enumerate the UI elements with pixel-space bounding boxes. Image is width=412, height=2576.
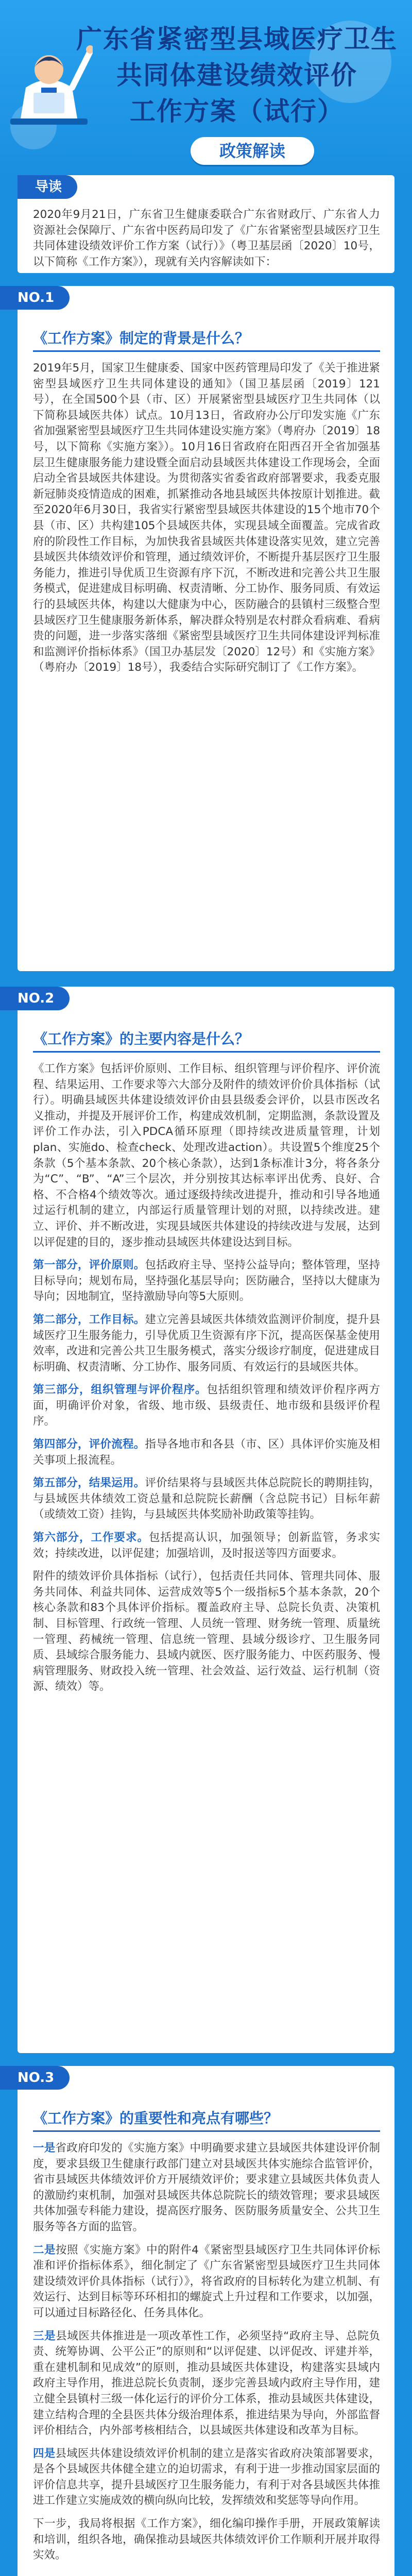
section-paragraph: 四是县域医共体建设绩效评价机制的建立是落实省政府决策部署要求，是各个县域医共体健全建立的迫切需求，有利于进一步推动国家层面的评价信息共享，提升县域医疗卫生服务能力，有利于对各县域医共体推进工作建立实施成效的横向纵向比较，发挥绩效和奖惩等导向作用。: [33, 2447, 380, 2507]
section-card-2: [18, 987, 394, 2053]
intro-tag: 导读: [18, 175, 77, 199]
section-paragraph: 2019年5月，国家卫生健康委、国家中医药管理局印发了《关于推进紧密型县域医疗卫生共同体建设的通知》（国卫基层函〔2019〕121号），在全国500个县（市、区）开展紧密型县域医疗卫生共同体（以下简称县域医共体）试点。10月13日，省政府办公厅印发实施《广东省加强紧密型县域医疗卫生共同体建设实施方案》（粤府办〔2019〕18号，以下简称《实施方案》）。10月16日省政府在阳西召开全省加强基层卫生健康服务能力建设暨全面启动县域医共体建设工作现场会，全面启动全省县域医共体建设。为贯彻落实省委省政府部署要求，我委克服新冠肺炎疫情造成的困难，抓紧推动各地县域医共体按原计划推进。截至2020年6月30日，我省实行紧密型县域医共体建设的15个地市70个县（市、区）共构建105个县域医共体，实现县域全面覆盖。完成省政府的阶段性工作目标，为加快我省县域医共体建设落实见效，建立完善县域医共体绩效评价和管理，通过绩效评价，不断提升基层医疗卫生服务能力，推进引导优质卫生资源有序下沉，不断改进和完善公共卫生服务模式，促进建成目标明确、权责清晰、分工协作、服务同质、有效运行的县域医共体，构建以大健康为中心，医防融合的县镇村三级整合型县域医疗卫生健康服务新体系，解决群众特别是农村群众看病难、看病贵的问题，进一步落实落细《紧密型县域医疗卫生共同体建设评判标准和监测评价指标体系》（国卫办基层发〔2020〕12号）和《实施方案》（粤府办〔2019〕18号），我委结合实际研究制订了《工作方案》。: [33, 362, 380, 674]
divider: [33, 350, 380, 352]
subtitle-badge: 政策解读: [191, 137, 314, 165]
section-paragraph: 附件的绩效评价具体指标（试行），包括责任共同体、管理共同体、服务共同体、利益共同体、运营成效等5个一级指标5个基本条款，20个核心条款和83个具体评价指标。覆盖政府主导、总院长负责、决策机制、目标管理、行政统一管理、人员统一管理、财务统一管理、质量统一管理、药械统一管理、信息统一管理、县域分级诊疗、卫生服务同质、县域综合服务能力、县域内就医、医疗服务能力、中医药服务、慢病管理服务、财政投入统一管理、社会效益、运行效益、运行机制（资源、绩效）等。: [33, 1570, 380, 1693]
section-paragraph: 三是县域医共体推进是一项改革性工作，必须坚持“政府主导、总院负责、统筹协调、公平公正”的原则和“以评促建、以评促改、评建并举，重在建机制和见成效”的原则，推动县域医共体建设，构建落实县域内政府主导作用，推进总院长负责制，逐步完善县域内政府主导作用，建立健全县镇村三级一体化运行的评价分工体系，推动县域医共体建设，建立结构合理的全县医共体分级治理体系，推进结果为导向，外部监督评价相结合，内外部考核相结合，以县域医共体建设和改革为目标。: [33, 2329, 380, 2437]
section-paragraph: 一是省政府印发的《实施方案》中明确要求建立县域医共体建设评价制度，要求县级卫生健康行政部门建立对县域医共体实施综合监管评价，省市县域医共体绩效评价方开展绩效评价；要求建立县域医共体负责人的激励约束机制，加强对县域医共体总院院长的绩效管理；要求县域医共体加强专科能力建设，提高医疗服务、医防服务质量安全、公共卫生服务等各方面的监管。: [33, 2142, 380, 2233]
divider: [33, 2130, 380, 2132]
intro-card: [18, 175, 394, 273]
section-heading: 《工作方案》的重要性和亮点有哪些？: [33, 2110, 279, 2127]
section-heading: 《工作方案》制定的背景是什么？: [33, 330, 250, 347]
section-paragraph: 第三部分，组织管理与评价程序。包括组织管理和绩效评价程序两方面，明确评价对象，省级、地市级、县级责任、地市级和县级评价程序。: [33, 1383, 380, 1428]
section-card-1: [18, 286, 394, 971]
section-paragraph: 第五部分，结果运用。评价结果将与县域医共体总院院长的聘期挂钩，与县域医共体绩效工资总量和总院院长薪酬（含总院书记）目标年薪（或绩效工资）挂钩，与县域医共体奖励补助政策等挂钩。: [33, 1477, 380, 1521]
title-line-2: 共同体建设绩效评价: [116, 60, 357, 90]
section-paragraph: 第六部分，工作要求。包括提高认识，加强领导；创新监管，务求实效；持续改进，以评促建；加强培训，及时报送等四方面要求。: [33, 1531, 380, 1560]
section-paragraphs: [33, 361, 380, 683]
title-line-3: 工作方案（试行）: [130, 96, 344, 126]
section-paragraph: 下一步，我局将根据《工作方案》，细化编印操作手册，开展政策解读和培训，组织各地，确保推动县域医共体绩效评价工作顺利开展并取得实效。: [33, 2517, 380, 2562]
section-paragraph: 第二部分，工作目标。建立完善县域医共体绩效监测评价制度，提升县域医疗卫生服务能力，引导优质卫生资源有序下沉，提高医保基金使用效率，改进和完善公共卫生服务模式，落实分级诊疗制度，促进建成目标明确、权责清晰、分工协作、服务同质、有效运行的县域医共体。: [33, 1313, 380, 1374]
section-paragraph: 《工作方案》包括评价原则、工作目标、组织管理与评价程序、评价流程、结果运用、工作要求等六大部分及附件的绩效评价价具体指标（试行）。明确县域医共体建设绩效评价由县县级委会评价，以县市医改名义推动，并提及开展评价工作，构建成效机制，定期监测，条款设置及评价工作办法，引入PDCA循环原理（即持续改进质量管理，计划plan、实施do、检查check、处理改进action）。共设置5个维度25个条款（5个基本条款、20个核心条款），达到1条标准计3分，将各条分为“C”、“B”、“A”三个层次，并分别按其达标率评出优秀、良好、合格、不合格4个绩效等次。通过逐级持续改进提升，推动和引导各地通过运行机制的建立，内部运行质量管理计划的对照，以持续改进。建立、评价、并不断改进，实现县域医共体建设的持续改进与发展，达到以评促建的目的，逐步推动县域医共体建设达到目标。: [33, 1062, 380, 1249]
divider: [33, 1051, 380, 1053]
section-heading: 《工作方案》的主要内容是什么？: [33, 1030, 250, 1047]
section-tag: NO.2: [0, 987, 70, 1010]
header: [0, 0, 412, 170]
section-paragraph: 第四部分，评价流程。指导各地市和各县（市、区）具体评价实施及相关事项上报流程。: [33, 1438, 380, 1467]
title-line-1: 广东省紧密型县域医疗卫生: [76, 24, 398, 54]
section-paragraph: 第一部分，评价原则。包括政府主导、坚持公益导向；整体管理，坚持目标导向；规划布局，坚持强化基层导向；医防融合，坚持以大健康为导向；因地制宜，坚持激励导向等5大原则。: [33, 1259, 380, 1303]
section-paragraphs: [33, 2141, 380, 2571]
section-tag: NO.1: [0, 286, 70, 310]
section-paragraphs: [33, 1061, 380, 1702]
intro-text: 2020年9月21日，广东省卫生健康委联合广东省财政厅、广东省人力资源社会保障厅、广东省中医药局印发了《广东省紧密型县域医疗卫生共同体建设绩效评价工作方案（试行）》（粤卫基层函〔2020〕10号，以下简称《工作方案》），现就有关内容解读如下：: [33, 208, 380, 268]
section-card-3: [18, 2066, 394, 2576]
section-tag: NO.3: [0, 2066, 70, 2090]
section-paragraph: 二是按照《实施方案》中的附件4《紧密型县域医疗卫生共同体评价标准和评价指标体系》，细化制定了《广东省紧密型县域医疗卫生共同体建设绩效评价具体指标（试行）》，将省政府的目标转化为建立机制、有效运行、达到目标等环环相扣的螺旋式上升过程和工作要求，以加强，可以通过目标路径化、任务具体化。: [33, 2243, 380, 2319]
